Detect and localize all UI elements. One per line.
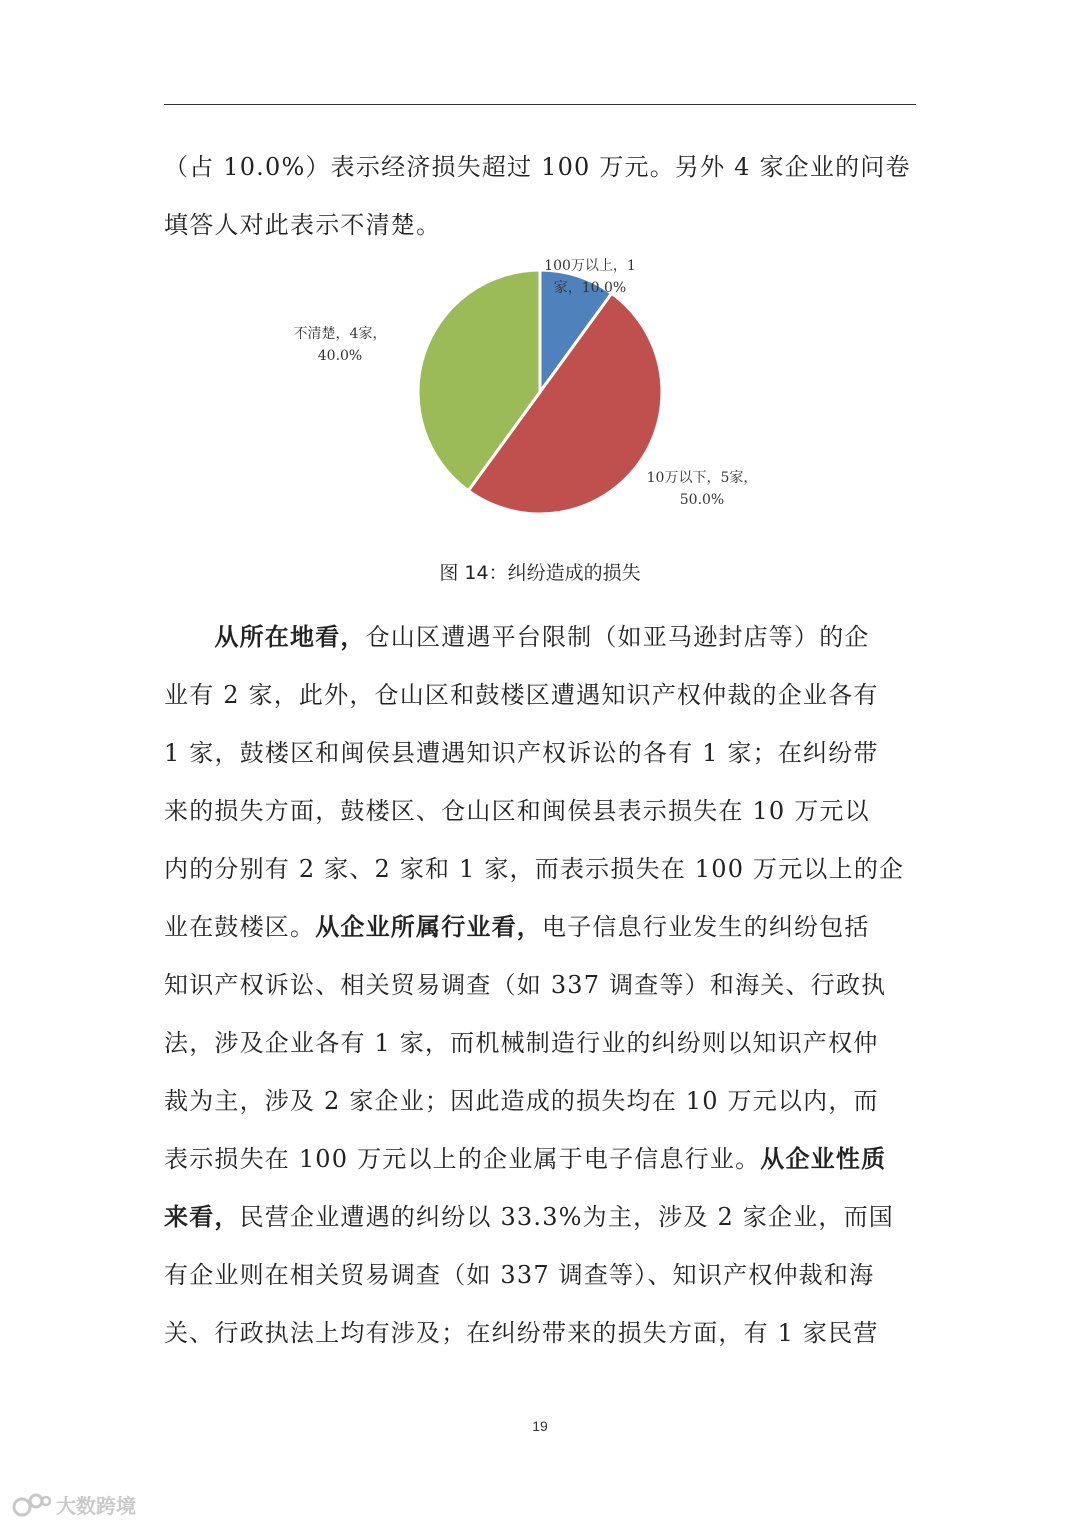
body-line — [164, 898, 916, 956]
body-text: 法，涉及企业各有 1 家，而机械制造行业的纠纷则以知识产权仲 — [164, 1029, 879, 1057]
body-text: 裁为主，涉及 2 家企业；因此造成的损失均在 10 万元以内，而 — [164, 1087, 879, 1115]
body-line — [164, 608, 916, 666]
body-text: 表示损失在 100 万元以上的企业属于电子信息行业。 — [164, 1145, 761, 1173]
body-line — [164, 1014, 916, 1072]
body-text: 仓山区遭遇平台限制（如亚马逊封店等）的企 — [365, 623, 870, 651]
intro-line: （占 10.0%）表示经济损失超过 100 万元。另外 4 家企业的问卷 — [164, 153, 911, 181]
pie-chart-svg — [280, 250, 800, 530]
body-line — [164, 782, 916, 840]
body-line — [164, 1130, 916, 1188]
pie-data-label-line: 不清楚，4家， — [293, 326, 387, 342]
pie-data-label — [647, 470, 758, 508]
body-line — [164, 1188, 916, 1246]
pie-data-label-line: 50.0% — [679, 492, 725, 508]
body-line — [164, 666, 916, 724]
body-text: 业有 2 家，此外，仓山区和鼓楼区遭遇知识产权仲裁的企业各有 — [164, 681, 879, 709]
body-text: 知识产权诉讼、相关贸易调查（如 337 调查等）和海关、行政执 — [164, 971, 887, 999]
loss-pie-chart — [280, 250, 800, 530]
intro-paragraph — [164, 138, 916, 254]
body-text: 电子信息行业发生的纠纷包括 — [542, 913, 870, 941]
body-text: 民营企业遭遇的纠纷以 33.3%为主，涉及 2 家企业，而国 — [239, 1203, 895, 1231]
body-line — [164, 956, 916, 1014]
body-emphasis: 从企业性质 — [760, 1144, 887, 1173]
body-text — [164, 623, 214, 651]
pie-data-label-line: 100万以上，1 — [544, 258, 636, 274]
body-text: 1 家，鼓楼区和闽侯县遭遇知识产权诉讼的各有 1 家；在纠纷带 — [164, 739, 879, 767]
intro-line: 填答人对此表示不清楚。 — [164, 211, 442, 239]
pie-data-label — [294, 325, 387, 364]
body-text: 业在鼓楼区。 — [164, 913, 316, 941]
pie-data-label-line: 家，10.0% — [553, 280, 627, 296]
body-emphasis: 来看， — [164, 1202, 240, 1231]
header-rule — [164, 104, 916, 105]
body-emphasis: 从所在地看， — [214, 622, 366, 651]
body-line — [164, 1304, 916, 1362]
body-line — [164, 1072, 916, 1130]
watermark-text: 大数跨境 — [56, 1494, 136, 1518]
body-line — [164, 840, 916, 898]
page-number: 19 — [532, 1418, 548, 1434]
pie-data-label-line: 40.0% — [317, 348, 363, 364]
body-emphasis: 从企业所属行业看， — [315, 912, 543, 941]
body-text: 关、行政执法上均有涉及；在纠纷带来的损失方面，有 1 家民营 — [164, 1319, 879, 1347]
body-text: 来的损失方面，鼓楼区、仓山区和闽侯县表示损失在 10 万元以 — [164, 797, 870, 825]
body-line — [164, 724, 916, 782]
body-paragraph — [164, 608, 916, 1362]
pie-data-label-line: 10万以下，5家， — [646, 470, 758, 486]
logo-icon — [12, 1492, 52, 1518]
watermark — [12, 1490, 136, 1519]
body-text: 有企业则在相关贸易调查（如 337 调查等）、知识产权仲裁和海 — [164, 1261, 875, 1289]
body-line — [164, 1246, 916, 1304]
body-text: 内的分别有 2 家、2 家和 1 家，而表示损失在 100 万元以上的企 — [164, 855, 905, 883]
figure-caption: 图 14：纠纷造成的损失 — [439, 562, 641, 584]
